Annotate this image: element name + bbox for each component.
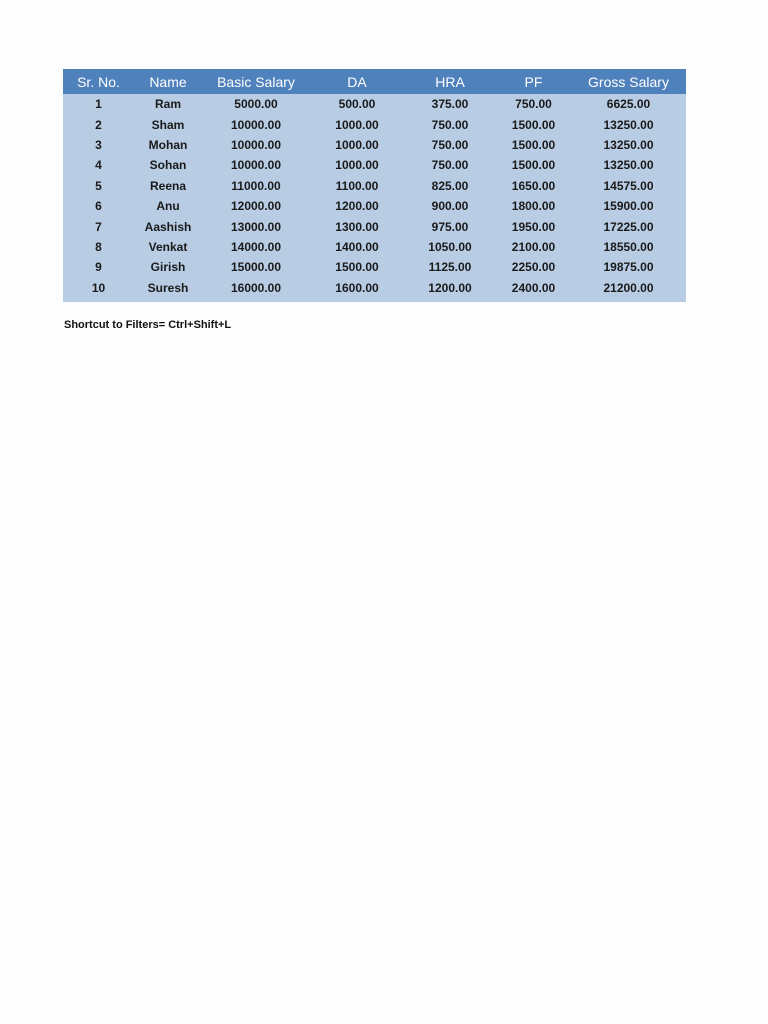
da-cell: 1400.00 xyxy=(335,239,379,254)
gross-salary-cell: 13250.00 xyxy=(603,137,654,152)
hra-cell: 900.00 xyxy=(431,199,469,214)
column-header-da: DA xyxy=(347,73,367,90)
table-row xyxy=(63,196,686,216)
da-cell: 1200.00 xyxy=(335,199,379,214)
gross-salary-cell: 21200.00 xyxy=(603,280,654,295)
basic-salary-cell: 16000.00 xyxy=(230,280,282,295)
gross-salary-cell: 13250.00 xyxy=(603,117,654,132)
name-cell: Ram xyxy=(154,97,181,112)
gross-salary-cell: 6625.00 xyxy=(606,97,651,112)
name-cell: Reena xyxy=(149,178,187,193)
pf-cell: 1800.00 xyxy=(511,199,556,214)
basic-salary-cell: 13000.00 xyxy=(230,219,282,234)
sr-no-cell: 1 xyxy=(95,97,102,112)
gross-salary-cell: 19875.00 xyxy=(603,260,654,275)
da-cell: 1100.00 xyxy=(335,178,379,193)
pf-cell: 1500.00 xyxy=(511,137,556,152)
sr-no-cell: 5 xyxy=(95,178,102,193)
table-row xyxy=(63,216,686,236)
sr-no-cell: 6 xyxy=(95,199,102,214)
pf-cell: 2250.00 xyxy=(511,260,556,275)
hra-cell: 1200.00 xyxy=(428,280,472,295)
column-header-hra: HRA xyxy=(435,73,465,90)
basic-salary-cell: 14000.00 xyxy=(230,239,282,254)
column-header-name: Name xyxy=(149,73,187,90)
pf-cell: 1650.00 xyxy=(511,178,556,193)
name-cell: Mohan xyxy=(148,137,188,152)
hra-cell: 375.00 xyxy=(431,97,469,112)
gross-salary-cell: 13250.00 xyxy=(603,158,654,173)
table-row xyxy=(63,257,686,277)
table-row xyxy=(63,114,686,134)
da-cell: 1000.00 xyxy=(335,158,379,173)
table-body xyxy=(63,94,686,302)
name-cell: Girish xyxy=(150,260,186,275)
table-row xyxy=(63,278,686,302)
basic-salary-cell: 15000.00 xyxy=(230,260,282,275)
sr-no-cell: 4 xyxy=(95,158,102,173)
sr-no-cell: 9 xyxy=(95,260,102,275)
da-cell: 500.00 xyxy=(338,97,376,112)
da-cell: 1500.00 xyxy=(335,260,379,275)
gross-salary-cell: 18550.00 xyxy=(603,239,654,254)
pf-cell: 1950.00 xyxy=(511,219,556,234)
hra-cell: 1125.00 xyxy=(428,260,472,275)
sr-no-cell: 8 xyxy=(95,239,102,254)
column-header-sr-no: Sr. No. xyxy=(77,73,120,90)
sr-no-cell: 10 xyxy=(91,280,106,295)
column-header-pf: PF xyxy=(524,73,543,90)
table-row xyxy=(63,176,686,196)
column-header-basic-salary: Basic Salary xyxy=(217,73,295,90)
hra-cell: 1050.00 xyxy=(428,239,472,254)
table-row xyxy=(63,237,686,257)
basic-salary-cell: 10000.00 xyxy=(230,117,282,132)
hra-cell: 825.00 xyxy=(431,178,469,193)
name-cell: Sohan xyxy=(149,158,187,173)
pf-cell: 2400.00 xyxy=(511,280,556,295)
table-row xyxy=(63,135,686,155)
basic-salary-cell: 10000.00 xyxy=(230,137,282,152)
table-row xyxy=(63,155,686,175)
sr-no-cell: 7 xyxy=(95,219,102,234)
basic-salary-cell: 12000.00 xyxy=(230,199,282,214)
name-cell: Suresh xyxy=(147,280,189,295)
hra-cell: 750.00 xyxy=(431,158,469,173)
hra-cell: 750.00 xyxy=(431,117,469,132)
header-row xyxy=(63,69,686,94)
sr-no-cell: 3 xyxy=(95,137,102,152)
hra-cell: 975.00 xyxy=(431,219,469,234)
hra-cell: 750.00 xyxy=(431,137,469,152)
sr-no-cell: 2 xyxy=(95,117,102,132)
gross-salary-cell: 17225.00 xyxy=(603,219,654,234)
pf-cell: 1500.00 xyxy=(511,158,556,173)
name-cell: Anu xyxy=(156,199,180,214)
gross-salary-cell: 14575.00 xyxy=(603,178,654,193)
pf-cell: 1500.00 xyxy=(511,117,556,132)
name-cell: Sham xyxy=(151,117,185,132)
da-cell: 1000.00 xyxy=(335,117,379,132)
da-cell: 1600.00 xyxy=(335,280,379,295)
name-cell: Aashish xyxy=(144,219,192,234)
pf-cell: 750.00 xyxy=(515,97,552,112)
gross-salary-cell: 15900.00 xyxy=(603,199,654,214)
basic-salary-cell: 5000.00 xyxy=(234,97,278,112)
da-cell: 1000.00 xyxy=(335,137,379,152)
basic-salary-cell: 10000.00 xyxy=(230,158,282,173)
da-cell: 1300.00 xyxy=(335,219,379,234)
table-row xyxy=(63,94,686,114)
pf-cell: 2100.00 xyxy=(511,239,556,254)
filter-shortcut-note: Shortcut to Filters= Ctrl+Shift+L xyxy=(64,319,232,331)
salary-table xyxy=(63,69,686,302)
name-cell: Venkat xyxy=(148,239,188,254)
column-header-gross-salary: Gross Salary xyxy=(588,73,669,90)
basic-salary-cell: 11000.00 xyxy=(231,178,281,193)
